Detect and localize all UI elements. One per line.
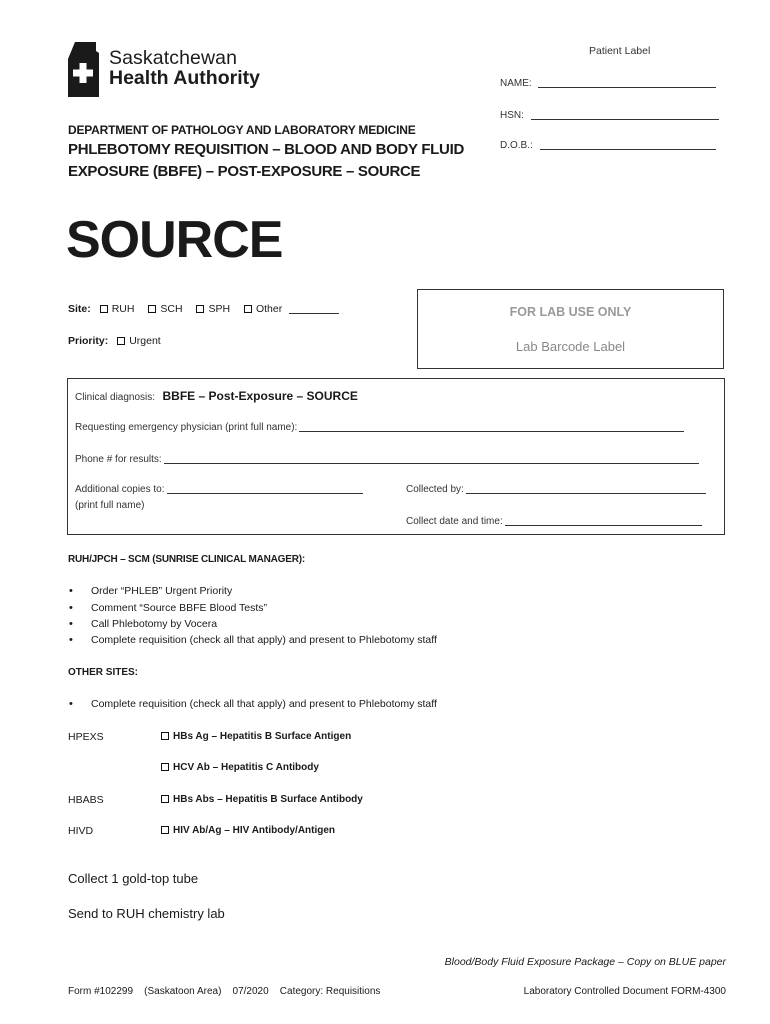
logo-text-line2: Health Authority (109, 67, 260, 89)
copies-field[interactable] (75, 484, 363, 495)
saskatchewan-health-logo-icon (67, 41, 100, 98)
instruction-collect: Collect 1 gold-top tube (68, 871, 199, 886)
test-code-hbabs: HBABS (68, 794, 104, 806)
collect-date-label: Collect date and time: (406, 516, 503, 527)
site-option-sph[interactable]: SPH (196, 303, 230, 315)
form-info: Form #102299 (Saskatoon Area) 07/2020 Category: Requisitions (68, 986, 381, 997)
package-note: Blood/Body Fluid Exposure Package – Copy on BLUE paper (444, 956, 726, 968)
list-item: • Complete requisition (check all that apply) and present to Phlebotomy staff (91, 698, 437, 710)
checkbox-icon[interactable] (196, 305, 204, 313)
priority-label: Priority: (68, 335, 109, 347)
patient-hsn-field[interactable] (500, 110, 719, 121)
form-title-line1: PHLEBOTOMY REQUISITION – BLOOD AND BODY FLUID (68, 141, 464, 158)
patient-name-label: NAME: (500, 78, 532, 89)
copies-label: Additional copies to: (75, 484, 165, 495)
lab-use-box (417, 289, 724, 369)
form-title-line2: EXPOSURE (BBFE) – POST-EXPOSURE – SOURCE (68, 163, 421, 180)
site-option-sch[interactable]: SCH (148, 303, 182, 315)
lab-barcode-label: Lab Barcode Label (515, 339, 626, 354)
patient-dob-label: D.O.B.: (500, 140, 533, 151)
patient-dob-field[interactable] (500, 140, 716, 151)
checkbox-icon[interactable] (161, 826, 169, 834)
physician-label: Requesting emergency physician (print full name): (75, 422, 298, 433)
copies-sublabel: (print full name) (75, 500, 145, 511)
site-row (68, 303, 339, 315)
phone-label: Phone # for results: (75, 454, 162, 465)
list-item: • Call Phlebotomy by Vocera (91, 618, 217, 630)
checkbox-icon[interactable] (100, 305, 108, 313)
checkbox-icon[interactable] (161, 732, 169, 740)
patient-name-field[interactable] (500, 78, 716, 89)
test-option-hiv[interactable]: HIV Ab/Ag – HIV Antibody/Antigen (161, 825, 335, 836)
site-option-other[interactable]: Other (244, 303, 282, 315)
collect-date-field[interactable] (406, 516, 702, 527)
other-sites-heading: OTHER SITES: (68, 667, 139, 678)
ruh-section-heading: RUH/JPCH – SCM (SUNRISE CLINICAL MANAGER): (68, 554, 305, 565)
clinical-diagnosis-label: Clinical diagnosis: (75, 392, 156, 403)
collected-by-field[interactable] (406, 484, 706, 495)
test-option-hbs-ag[interactable]: HBs Ag – Hepatitis B Surface Antigen (161, 731, 351, 742)
list-item: • Complete requisition (check all that apply) and present to Phlebotomy staff (91, 634, 437, 646)
checkbox-icon[interactable] (117, 337, 125, 345)
checkbox-icon[interactable] (161, 795, 169, 803)
site-option-ruh[interactable]: RUH (100, 303, 135, 315)
logo-text-line1: Saskatchewan (109, 47, 238, 69)
test-option-hbs-abs[interactable]: HBs Abs – Hepatitis B Surface Antibody (161, 794, 363, 805)
checkbox-icon[interactable] (148, 305, 156, 313)
controlled-document-label: Laboratory Controlled Document FORM-4300 (523, 986, 726, 997)
test-code-hivd: HIVD (68, 825, 94, 837)
site-other-blank[interactable] (289, 304, 339, 314)
collected-by-label: Collected by: (406, 484, 464, 495)
clinical-diagnosis-row (75, 387, 358, 405)
checkbox-icon[interactable] (161, 763, 169, 771)
lab-use-only-label: FOR LAB USE ONLY (509, 305, 632, 319)
physician-field[interactable] (75, 422, 684, 433)
list-item: • Order “PHLEB” Urgent Priority (91, 585, 232, 597)
checkbox-icon[interactable] (244, 305, 252, 313)
site-label: Site: (68, 303, 91, 315)
priority-option-urgent[interactable]: Urgent (117, 335, 161, 347)
department-heading: DEPARTMENT OF PATHOLOGY AND LABORATORY MEDICINE (68, 123, 416, 137)
clinical-diagnosis-value: BBFE – Post-Exposure – SOURCE (162, 389, 358, 403)
phone-field[interactable] (75, 454, 699, 465)
page-title: SOURCE (66, 211, 283, 269)
patient-hsn-label: HSN: (500, 110, 524, 121)
test-option-hcv-ab[interactable]: HCV Ab – Hepatitis C Antibody (161, 762, 319, 773)
list-item: • Comment “Source BBFE Blood Tests” (91, 602, 267, 614)
test-code-hpexs: HPEXS (68, 731, 104, 743)
patient-label-title: Patient Label (589, 45, 651, 57)
instruction-send: Send to RUH chemistry lab (68, 906, 225, 921)
priority-row (68, 335, 161, 347)
